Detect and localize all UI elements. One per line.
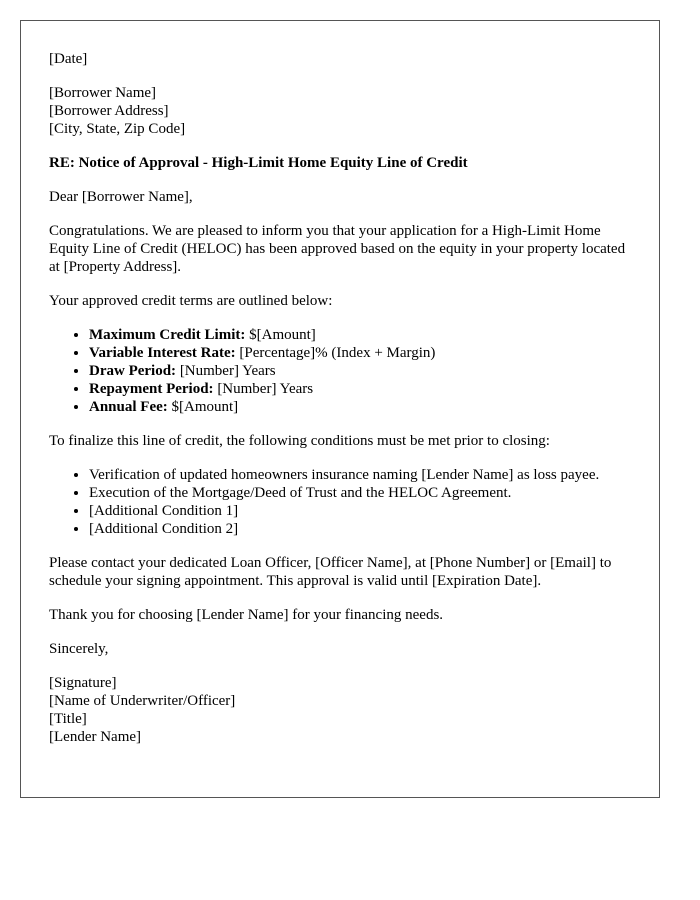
conditions-list [49,466,631,538]
conditions-intro: To finalize this line of credit, the following conditions must be met prior to closing: [49,433,550,449]
condition-item: • Verification of updated homeowners insurance naming [Lender Name] as loss payee. [89,466,631,484]
term-label: Annual Fee: [89,399,168,415]
letter-date: [Date] [49,51,88,67]
signer-name: [Name of Underwriter/Officer] [49,693,236,709]
thanks-paragraph: Thank you for choosing [Lender Name] for your financing needs. [49,607,444,623]
signature-block [49,674,631,746]
term-value: [Number] Years [213,381,314,397]
term-item-credit-limit [89,326,631,344]
subject-line: RE: Notice of Approval - High-Limit Home Equity Line of Credit [49,155,468,171]
term-label: Maximum Credit Limit: [89,327,246,343]
contact-paragraph: Please contact your dedicated Loan Officer, [Officer Name], at [Phone Number] or [Email] to schedule your signing appointment. This approval is valid until [Expiration Date]. [49,555,612,589]
lender-name: [Lender Name] [49,729,142,745]
term-value: [Percentage]% (Index + Margin) [235,345,436,361]
recipient-street: [Borrower Address] [49,103,169,119]
term-item-draw-period [89,362,631,380]
term-label: Repayment Period: [89,381,214,397]
condition-item: • [Additional Condition 1] [89,502,631,520]
closing: Sincerely, [49,641,109,657]
term-value: [Number] Years [176,363,276,379]
term-label: Draw Period: [89,363,177,379]
term-value: $[Amount] [245,327,316,343]
term-item-annual-fee [89,398,631,416]
term-label: Variable Interest Rate: [89,345,236,361]
terms-list [49,326,631,416]
approval-letter [20,20,660,798]
terms-intro: Your approved credit terms are outlined below: [49,293,333,309]
intro-paragraph: Congratulations. We are pleased to inform you that your application for a High-Limit Home Equity Line of Credit (HELOC) has been approved based on the equity in your property located at [Property Address]. [49,223,626,275]
recipient-name: [Borrower Name] [49,85,157,101]
signature: [Signature] [49,675,117,691]
term-item-interest-rate [89,344,631,362]
condition-item: • Execution of the Mortgage/Deed of Trust and the HELOC Agreement. [89,484,631,502]
salutation: Dear [Borrower Name], [49,189,193,205]
condition-item: • [Additional Condition 2] [89,520,631,538]
recipient-city-state-zip: [City, State, Zip Code] [49,121,186,137]
signer-title: [Title] [49,711,87,727]
term-value: $[Amount] [167,399,239,415]
term-item-repayment-period [89,380,631,398]
recipient-address [49,84,631,138]
